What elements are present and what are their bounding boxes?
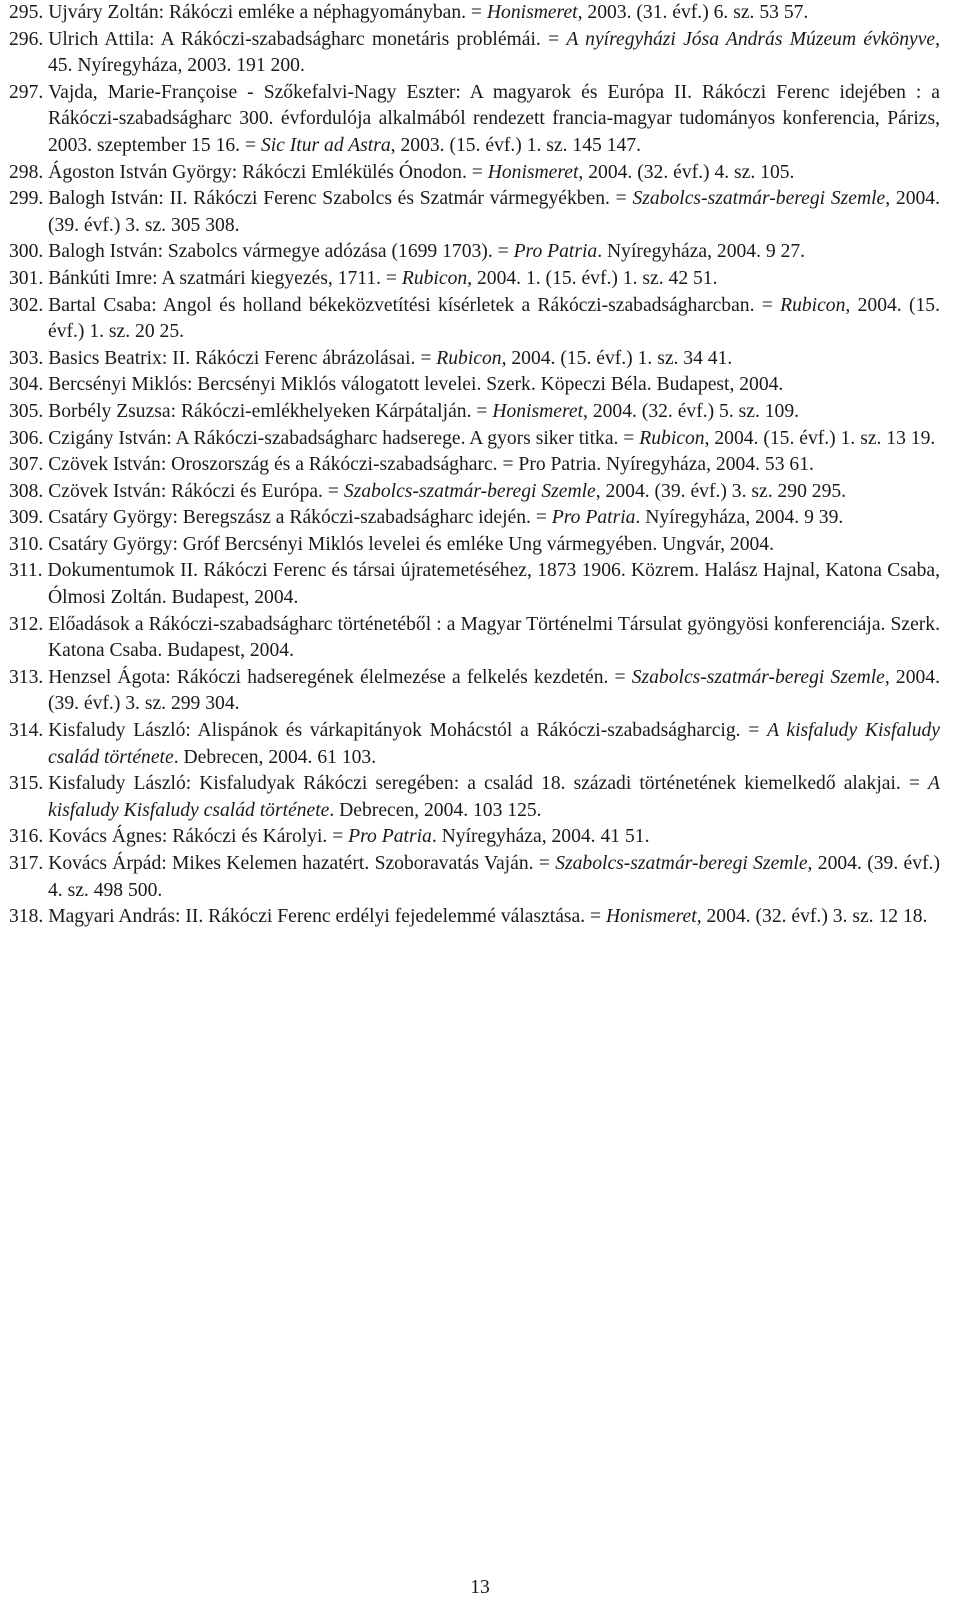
page-number: 13 (470, 1577, 490, 1598)
entry-text: Ulrich Attila: A Rákóczi-szabadságharc monetáris problémái. = (48, 28, 567, 50)
entry-text: Előadások a Rákóczi-szabadságharc történetéből : a Magyar Történelmi Társulat gyöngyösi konferenciája. Szerk. Katona Csaba. Budapest, 2004. (48, 613, 940, 662)
bibliography-entry (9, 718, 940, 771)
entry-text: Borbély Zsuzsa: Rákóczi-emlékhelyeken Kárpátalján. = (48, 400, 493, 422)
entry-text: Bánkúti Imre: A szatmári kiegyezés, 1711. = (48, 267, 402, 289)
entry-text: Dokumentumok II. Rákóczi Ferenc és társai újratemetéséhez, 1873 1906. Közrem. Halász Hajnal, Katona Csaba, Ólmosi Zoltán. Budapest, 2004. (47, 560, 940, 609)
entry-text: 2004. 1. (15. évf.) 1. sz. 42 51. (472, 267, 718, 289)
entry-source-title: Szabolcs-szatmár-beregi Szemle (632, 188, 886, 210)
bibliography-entry (9, 452, 940, 479)
entry-text: Bartal Csaba: Angol és holland békeközvetítési kísérletek a Rákóczi-szabadságharcban. = (48, 294, 781, 316)
entry-number: 318. (9, 906, 44, 928)
bibliography-entry (9, 372, 940, 399)
bibliography-entry (9, 479, 940, 506)
entry-text: , 2004. (39. évf.) 3. sz. 290 295. (595, 480, 847, 502)
entry-text: Ujváry Zoltán: Rákóczi emléke a néphagyományban. = (48, 2, 487, 23)
bibliography-entry (9, 346, 940, 373)
bibliography-entry (9, 665, 940, 718)
entry-source-title: Rubicon (639, 427, 705, 449)
entry-text: . Debrecen, 2004. 103 125. (329, 799, 542, 821)
entry-number: 307. (9, 454, 44, 476)
entry-source-title: Honismeret (487, 161, 579, 183)
entry-text: Magyari András: II. Rákóczi Ferenc erdélyi fejedelemmé választása. = (48, 906, 606, 928)
entry-text: Czigány István: A Rákóczi-szabadságharc hadserege. A gyors siker titka. = (48, 427, 640, 449)
entry-number: 304. (9, 374, 44, 396)
entry-number: 317. (9, 853, 44, 874)
entry-source-title: Honismeret, (606, 906, 702, 928)
entry-number: 305. (9, 400, 44, 422)
bibliography-list (9, 0, 940, 931)
entry-number: 316. (9, 826, 44, 848)
bibliography-entry (9, 851, 940, 904)
bibliography-entry (9, 505, 940, 532)
entry-number: 306. (9, 427, 44, 449)
entry-source-title: Pro Patria (348, 826, 432, 848)
bibliography-entry (9, 186, 940, 239)
bibliography-entry (9, 293, 940, 346)
entry-text: 2004. (39. évf.) 4. sz. 498 500. (48, 853, 940, 901)
entry-source-title: Sic Itur ad Astra (260, 134, 391, 156)
entry-source-title: Honismeret (492, 400, 584, 422)
bibliography-entry (9, 160, 940, 187)
bibliography-entry (9, 426, 940, 453)
entry-text: , 2003. (15. évf.) 1. sz. 145 147. (390, 134, 641, 156)
entry-source-title: A nyíregyházi Jósa András Múzeum évkönyve, (566, 28, 940, 50)
bibliography-entry (9, 824, 940, 851)
entry-text: Ágoston István György: Rákóczi Emlékülés Ónodon. = (48, 161, 488, 183)
entry-source-title: Szabolcs-szatmár-beregi Szemle (343, 480, 596, 502)
entry-source-title: Pro Patria (551, 507, 636, 529)
entry-number: 295. (9, 2, 44, 23)
entry-source-title: Rubicon (436, 347, 502, 369)
bibliography-entry (9, 558, 940, 611)
entry-text: Kovács Árpád: Mikes Kelemen hazatért. Szoboravatás Vaján. = (48, 853, 556, 874)
bibliography-entry (9, 904, 940, 931)
entry-text: , 2004. (32. évf.) 4. sz. 105. (578, 161, 795, 183)
entry-text: . Nyíregyháza, 2004. 41 51. (431, 826, 650, 848)
entry-text: 45. Nyíregyháza, 2003. 191 200. (48, 55, 305, 77)
entry-number: 300. (9, 241, 44, 263)
entry-number: 301. (9, 267, 44, 289)
entry-number: 297. (9, 81, 44, 103)
entry-number: 312. (9, 613, 44, 635)
bibliography-entry (9, 399, 940, 426)
entry-number: 303. (9, 347, 44, 369)
bibliography-entry (9, 532, 940, 559)
entry-text: Basics Beatrix: II. Rákóczi Ferenc ábrázolásai. = (48, 347, 437, 369)
entry-text: . Debrecen, 2004. 61 103. (173, 746, 377, 768)
entry-text: Balogh István: Szabolcs vármegye adózása (1699 1703). = (48, 241, 514, 263)
entry-number: 308. (9, 480, 44, 502)
entry-source-title: Honismeret (486, 2, 578, 23)
entry-text: , 2004. (15. évf.) 1. sz. 13 19. (704, 427, 936, 449)
entry-source-title: Szabolcs-szatmár-beregi Szemle, (555, 853, 813, 874)
entry-number: 310. (9, 533, 44, 555)
entry-source-title: A kisfaludy Kisfaludy család története (48, 773, 940, 821)
bibliography-entry (9, 27, 940, 80)
entry-text: , 2004. (32. évf.) 5. sz. 109. (583, 400, 800, 422)
entry-text: Kisfaludy László: Kisfaludyak Rákóczi seregében: a család 18. századi történetének kiemelkedő alakjai. = (48, 773, 929, 795)
entry-text: Csatáry György: Gróf Bercsényi Miklós levelei és emléke Ung vármegyében. Ungvár, 2004. (48, 533, 774, 555)
entry-number: 296. (9, 28, 44, 50)
entry-text: . Nyíregyháza, 2004. 9 27. (597, 241, 806, 263)
entry-text: , 2004. (15. évf.) 1. sz. 34 41. (501, 347, 733, 369)
entry-text: Vajda, Marie-Françoise - Szőkefalvi-Nagy Eszter: A magyarok és Európa II. Rákóczi Ferenc idejében : a Rákóczi-szabadságharc 300. évfordulója alkalmából rendezett francia-magyar tudományos konferencia, Párizs, 2003. szeptember 15 16. = (48, 81, 940, 156)
entry-source-title: A kisfaludy Kisfaludy család története (48, 720, 940, 768)
entry-text: Henzsel Ágota: Rákóczi hadseregének élelmezése a felkelés kezdetén. = (48, 666, 632, 688)
entry-text: Czövek István: Rákóczi és Európa. = (48, 480, 344, 502)
bibliography-entry (9, 771, 940, 824)
bibliography-entry (9, 0, 940, 27)
entry-text: 2004. (32. évf.) 3. sz. 12 18. (701, 906, 928, 928)
entry-number: 313. (9, 666, 44, 688)
entry-number: 298. (9, 161, 44, 183)
entry-text: Kisfaludy László: Alispánok és várkapitányok Mohácstól a Rákóczi-szabadságharcig. = (48, 720, 768, 742)
entry-text: , 2003. (31. évf.) 6. sz. 53 57. (577, 2, 809, 23)
entry-text: Czövek István: Oroszország és a Rákóczi-szabadságharc. = Pro Patria. Nyíregyháza, 2004. 53 61. (48, 454, 814, 476)
entry-text: Bercsényi Miklós: Bercsényi Miklós válogatott levelei. Szerk. Köpeczi Béla. Budapest, 2004. (48, 374, 784, 396)
entry-number: 315. (9, 773, 44, 795)
entry-text: . Nyíregyháza, 2004. 9 39. (635, 507, 844, 529)
bibliography-entry (9, 239, 940, 266)
entry-number: 314. (9, 720, 44, 742)
bibliography-entry (9, 612, 940, 665)
entry-text: Csatáry György: Beregszász a Rákóczi-szabadságharc idején. = (48, 507, 552, 529)
entry-text: , 2004. (15. évf.) 1. sz. 20 25. (48, 294, 940, 343)
entry-number: 299. (9, 188, 44, 210)
entry-text: , 2004. (39. évf.) 3. sz. 299 304. (48, 666, 940, 715)
entry-number: 309. (9, 507, 44, 529)
bibliography-entry (9, 80, 940, 160)
bibliography-entry (9, 266, 940, 293)
entry-source-title: Rubicon, (401, 267, 473, 289)
entry-number: 311. (9, 560, 43, 582)
entry-text: Balogh István: II. Rákóczi Ferenc Szabolcs és Szatmár vármegyékben. = (48, 188, 633, 210)
entry-source-title: Rubicon (780, 294, 846, 316)
entry-number: 302. (9, 294, 44, 316)
entry-source-title: Pro Patria (513, 241, 598, 263)
entry-text: , 2004. (39. évf.) 3. sz. 305 308. (48, 188, 940, 236)
entry-text: Kovács Ágnes: Rákóczi és Károlyi. = (48, 826, 349, 848)
entry-source-title: Szabolcs-szatmár-beregi Szemle (631, 666, 885, 688)
